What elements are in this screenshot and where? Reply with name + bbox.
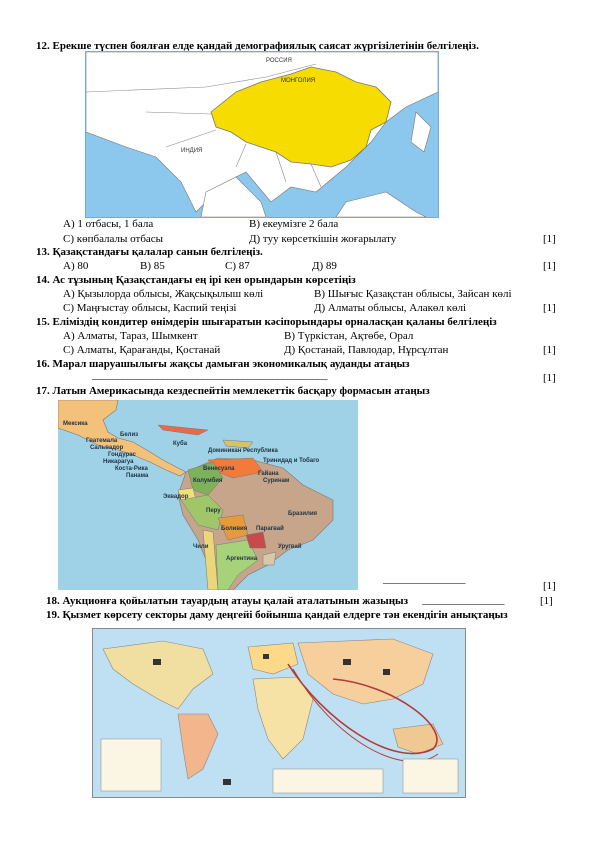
q12-option-b[interactable]: В) екеумізге 2 бала — [249, 218, 339, 230]
latin-america-map — [58, 400, 358, 590]
q14-option-c[interactable]: С) Маңғыстау облысы, Каспий теңізі — [63, 302, 237, 314]
q12-mark: [1] — [543, 233, 556, 245]
q18-question: 18. Аукционға қойылатын тауардың атауы қалай аталатынын жазыңыз — [46, 595, 409, 607]
q14-option-a[interactable]: А) Қызылорда облысы, Жақсықылыш көлі — [63, 288, 264, 300]
guyana-label: Гайана — [258, 471, 279, 477]
paraguay-label: Парагвай — [256, 526, 284, 532]
trinidad-label: Тринидад и Тобаго — [263, 458, 320, 464]
q13-option-a[interactable]: А) 80 — [63, 260, 89, 272]
q15-option-c[interactable]: С) Алматы, Қарағанды, Қостанай — [63, 344, 221, 356]
q13-option-c[interactable]: С) 87 — [225, 260, 250, 272]
uruguay-label: Уругвай — [278, 544, 302, 550]
mexico-label: Мексика — [63, 421, 88, 427]
brazil-label: Бразилия — [288, 511, 318, 517]
russia-label: РОССИЯ — [266, 58, 292, 64]
colombia-label: Колумбия — [193, 478, 223, 484]
q12-option-a[interactable]: А) 1 отбасы, 1 бала — [63, 218, 154, 230]
panama-label: Панама — [126, 473, 149, 479]
china-map — [85, 51, 439, 218]
q15-option-a[interactable]: А) Алматы, Тараз, Шымкент — [63, 330, 198, 342]
venezuela-label: Венесуэла — [203, 466, 235, 472]
argentina-label: Аргентина — [226, 556, 258, 562]
q16-question: 16. Марал шаруашылығы жақсы дамыған экономикалық ауданды атаңыз — [36, 358, 410, 370]
mongolia-label: МОНГОЛИЯ — [281, 78, 316, 84]
guatemala-label: Гватемала — [86, 438, 118, 444]
peru-label: Перу — [206, 508, 221, 514]
nicaragua-label: Никарагуа — [103, 459, 134, 465]
q14-option-d[interactable]: Д) Алматы облысы, Алакөл көлі — [314, 302, 467, 314]
q13-question: 13. Қазақстандағы қалалар санын белгілеңіз. — [36, 246, 263, 258]
q15-question: 15. Еліміздің кондитер өнімдерін шығаратын кәсіпорындары орналасқан қаланы белгілеңіз — [36, 316, 497, 328]
q18-mark: [1] — [540, 595, 553, 607]
honduras-label: Гондурас — [108, 452, 136, 458]
q18-answer-line[interactable]: _______________ — [422, 594, 505, 606]
q16-answer-line[interactable]: _______________________________________________ — [92, 369, 327, 381]
q17-mark: [1] — [543, 580, 556, 592]
q16-mark: [1] — [543, 372, 556, 384]
q19-question: 19. Қызмет көрсету секторы даму деңгейі бойынша қандай елдерге тән екендігін анықтаңыз — [46, 609, 508, 621]
cuba-label: Куба — [173, 441, 188, 447]
q14-mark: [1] — [543, 302, 556, 314]
belize-label: Белиз — [120, 432, 139, 438]
world-map — [92, 628, 466, 798]
q15-mark: [1] — [543, 344, 556, 356]
q13-option-d[interactable]: Д) 89 — [312, 260, 337, 272]
ecuador-label: Эквадор — [163, 494, 189, 500]
q15-option-b[interactable]: В) Түркістан, Ақтөбе, Орал — [284, 330, 414, 342]
suriname-label: Суринам — [263, 478, 290, 484]
q17-question: 17. Латын Америкасында кездеспейтін мемлекеттік басқару формасын атаңыз — [36, 385, 430, 397]
india-label: ИНДИЯ — [181, 148, 203, 154]
q13-option-b[interactable]: В) 85 — [140, 260, 165, 272]
costa-rica-label: Коста-Рика — [115, 466, 148, 472]
chile-label: Чили — [193, 544, 209, 550]
q17-answer-line[interactable]: _______________ — [383, 573, 466, 585]
q14-option-b[interactable]: В) Шығыс Қазақстан облысы, Зайсан көлі — [314, 288, 512, 300]
q12-option-c[interactable]: С) көпбалалы отбасы — [63, 233, 164, 245]
salvador-label: Сальвадор — [90, 445, 124, 451]
q12-question: 12. Ерекше түспен боялған елде қандай демографиялық саясат жүргізілетінін белгілеңіз. — [36, 40, 479, 52]
bolivia-label: Боливия — [221, 526, 248, 532]
q14-question: 14. Ас тұзының Қазақстандағы ең ірі кен орындарын көрсетіңіз — [36, 274, 356, 286]
q12-option-d[interactable]: Д) туу көрсеткішін жоғарылату — [249, 233, 397, 245]
q13-mark: [1] — [543, 260, 556, 272]
dominican-label: Доминикан Республика — [208, 448, 278, 454]
q15-option-d[interactable]: Д) Қостанай, Павлодар, Нұрсұлтан — [284, 344, 449, 356]
